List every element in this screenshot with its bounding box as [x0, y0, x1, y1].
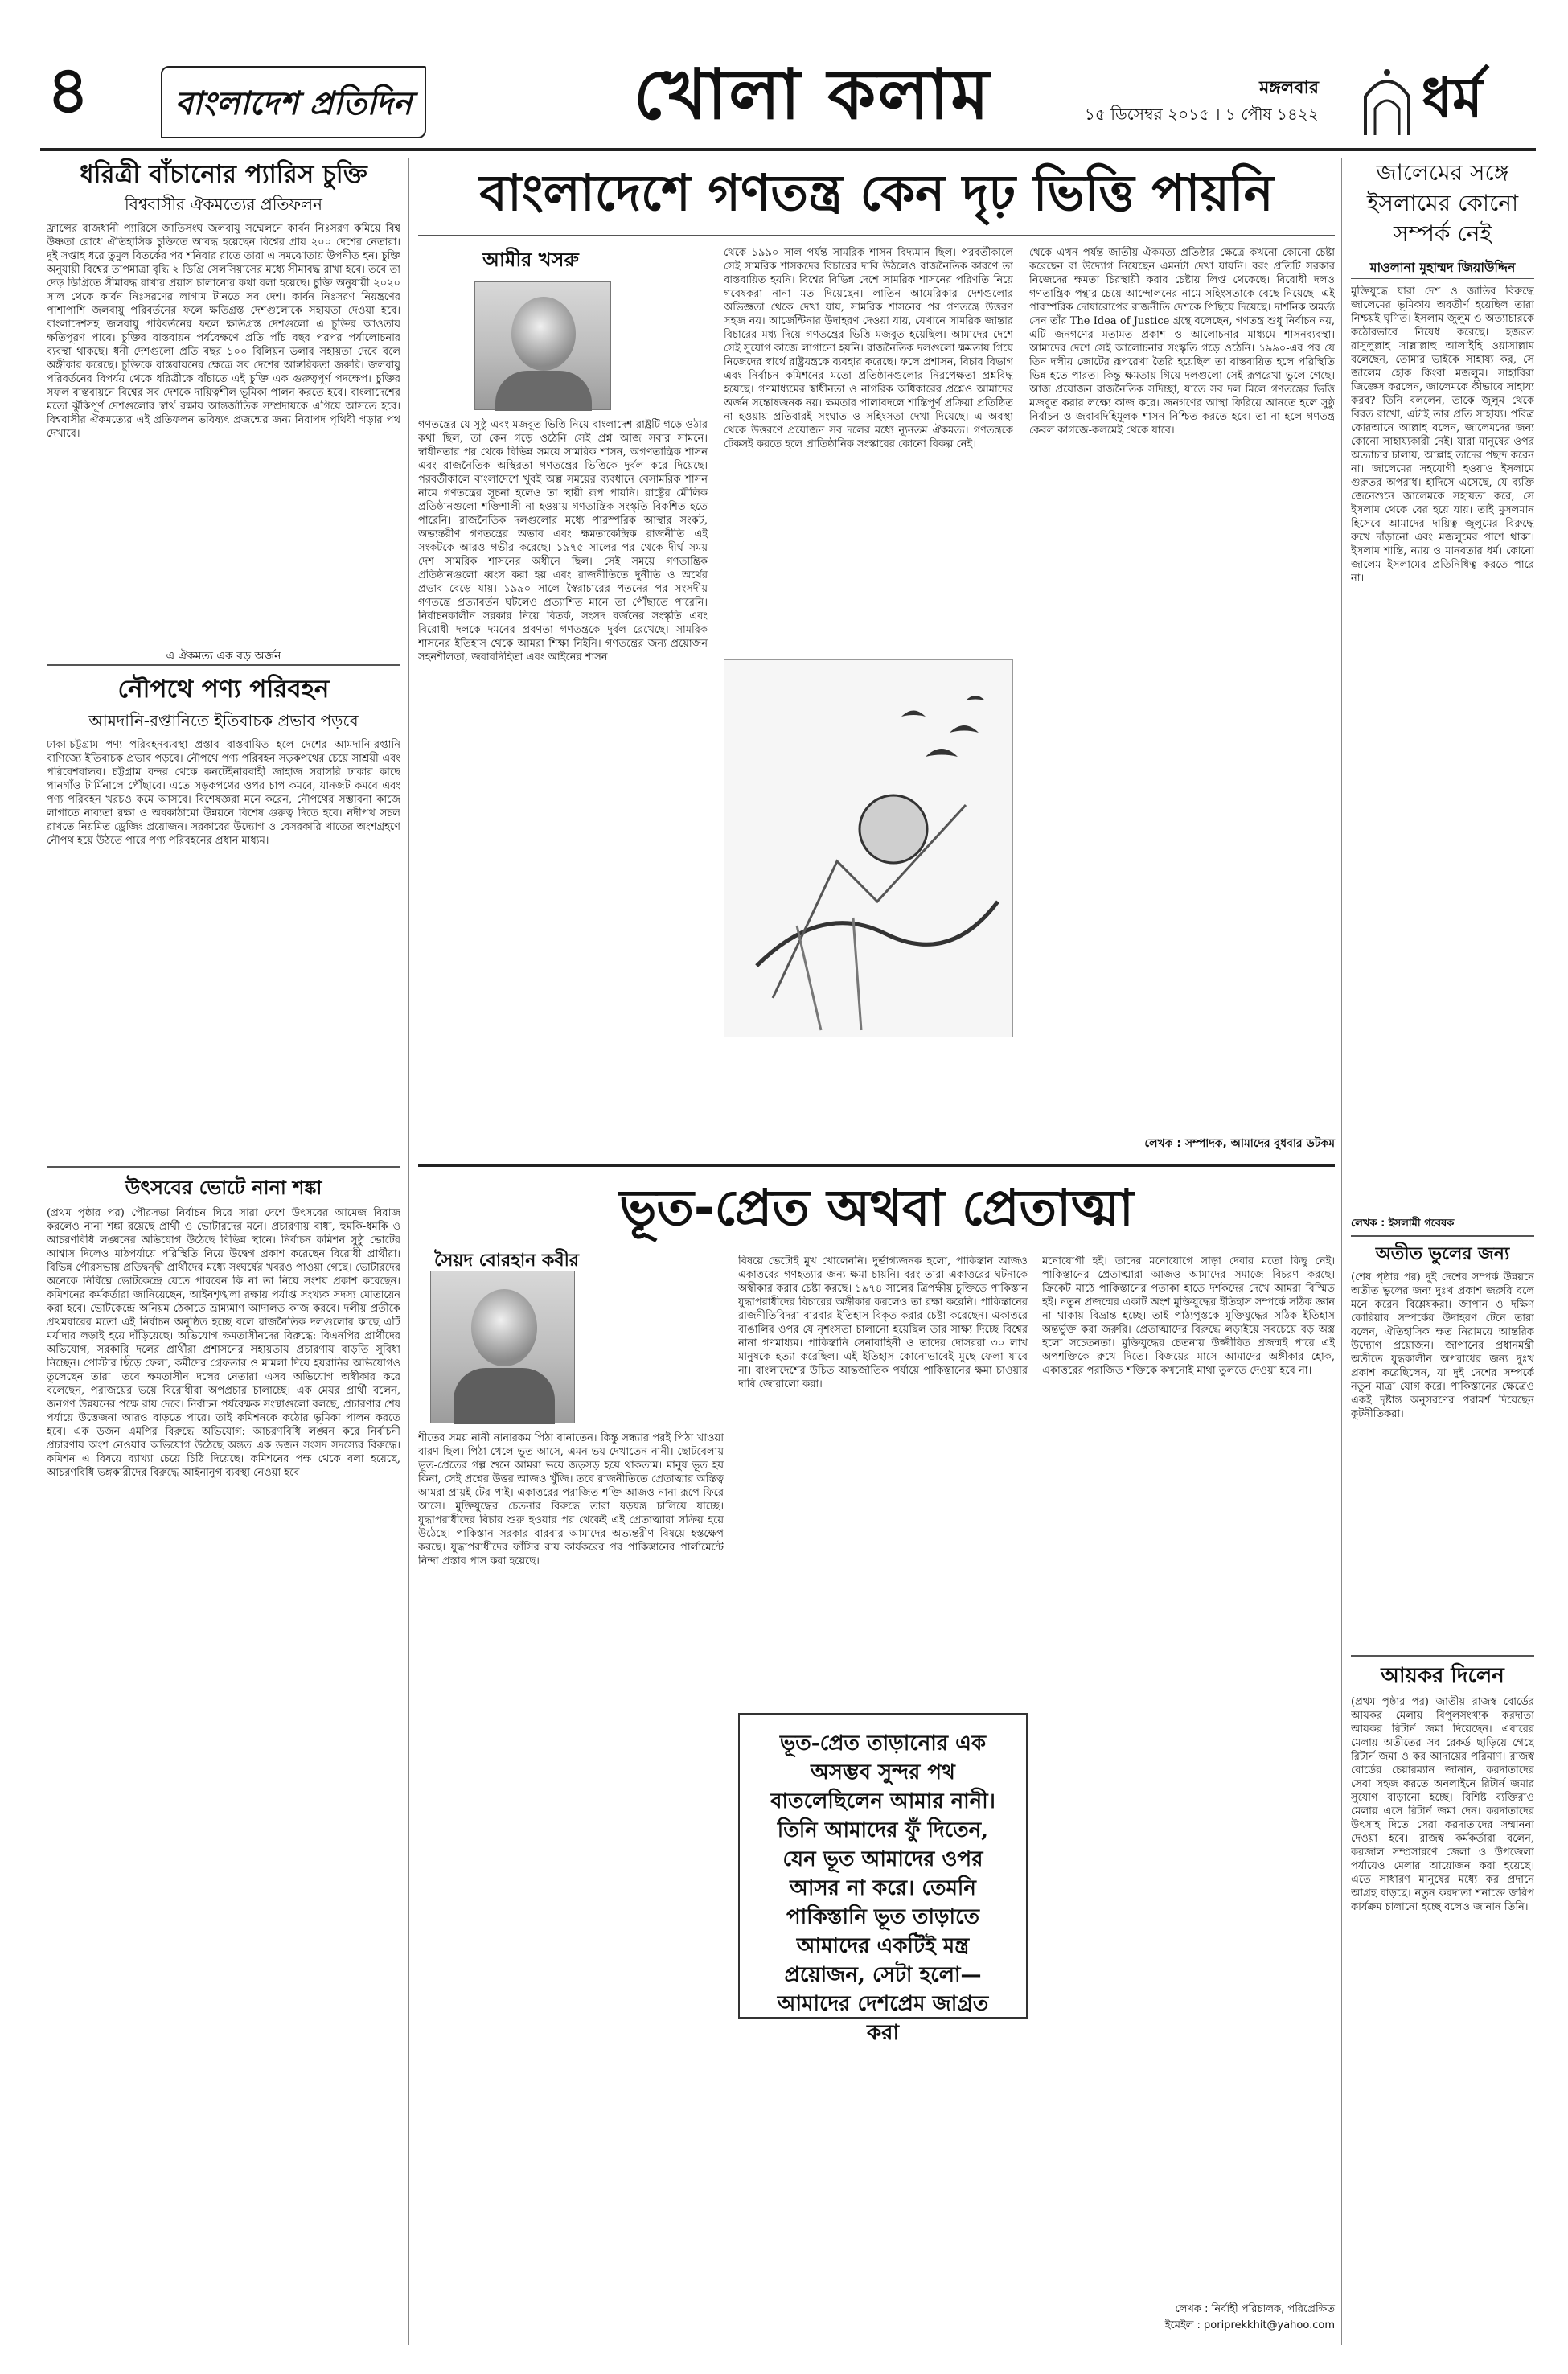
editorial-sign-1: এ ঐকমত্য এক বড় অর্জন: [166, 650, 281, 663]
news-title-3: উৎসবের ভোটে নানা শঙ্কা: [125, 1177, 322, 1199]
religion-article-byline: মাওলানা মুহাম্মদ জিয়াউদ্দিন: [1369, 260, 1516, 275]
second-article-col3: মনোযোগী হই। তাদের মনোযোগে সাড়া দেবার মতো কিছু নেই। পাকিস্তানের প্রেতাত্মারা আজও আমাদের সমাজে বিচরণ করছে। ক্রিকেট মাঠে পাকিস্তানের পতাকা হাতে দর্শকদের দেখে আমরা বিস্মিত হই। নতুন প্রজন্মের একটি অংশ মুক্তিযুদ্ধের ইতিহাস সম্পর্কে সঠিক জ্ঞান না থাকায় বিভ্রান্ত হচ্ছে। তাই পাঠ্যপুস্তকে মুক্তিযুদ্ধের সঠিক ইতিহাস অন্তর্ভুক্ত করা জরুরি। প্রেতাত্মাদের বিরুদ্ধে লড়াইয়ে সবচেয়ে বড় অস্ত্র হলো সচেতনতা। মুক্তিযুদ্ধের চেতনায় উজ্জীবিত প্রজন্মই পারে এই অপশক্তিকে রুখে দিতে। বিজয়ের মাসে আমাদের অঙ্গীকার হোক, একাত্তরের পরাজিত শক্তিকে কখনোই মাথা তুলতে দেওয়া হবে না।: [1042, 1255, 1335, 1377]
second-article-email[interactable]: ইমেইল : poriprekkhit@yahoo.com: [1164, 2319, 1335, 2331]
right-news-title-2: অতীত ভুলের জন্য: [1375, 1244, 1510, 1264]
side-section-title: ধর্ম: [1422, 67, 1483, 130]
left-divider-1: [47, 664, 400, 666]
second-article-col2: বিষয়ে ভেটোই মুখ খোলেননি। দুর্ভাগ্যজনক হলো, পাকিস্তান আজও একাত্তরের গণহত্যার জন্য ক্ষমা চায়নি। বরং তারা একাত্তরের ঘটনাকে অস্বীকার করার চেষ্টা করছে। ১৯৭৪ সালের ত্রিপক্ষীয় চুক্তিতে পাকিস্তান যুদ্ধাপরাধীদের বিচারের অঙ্গীকার করলেও তা রক্ষা করেনি। পাকিস্তানের রাজনীতিবিদরা বারবার ইতিহাস বিকৃত করার চেষ্টা করেছেন। একাত্তরে বাঙালির ওপর যে নৃশংসতা চালানো হয়েছিল তার সাক্ষ্য দিচ্ছে বিশ্বের নানা গণমাধ্যম। পাকিস্তানি সেনাবাহিনী ও তাদের দোসররা ৩০ লাখ মানুষকে হত্যা করেছিল। এই ইতিহাস কোনোভাবেই মুছে ফেলা যাবে না। বাংলাদেশের উচিত আন্তর্জাতিক পর্যায়ে পাকিস্তানের ক্ষমা চাওয়ার দাবি জোরালো করা।: [738, 1255, 1028, 1390]
main-article-col1: গণতন্ত্রের যে সুষ্ঠু এবং মজবুত ভিত্তি নিয়ে বাংলাদেশ রাষ্ট্রটি গড়ে ওঠার কথা ছিল, তা কেন গড়ে ওঠেনি সেই প্রশ্ন আজ সবার সামনে। স্বাধীনতার পর থেকে বিভিন্ন সময়ে সামরিক শাসন, অগণতান্ত্রিক শাসন এবং রাজনৈতিক অস্থিরতা গণতন্ত্রের ভিত্তিকে দুর্বল করে দিয়েছে। পরবর্তীকালে বাংলাদেশে খুবই অল্প সময়ের ব্যবধানে বেসামরিক শাসন নামে গণতন্ত্রের সূচনা হলেও তা স্থায়ী রূপ পায়নি। রাষ্ট্রের মৌলিক প্রতিষ্ঠানগুলো শক্তিশালী না হওয়ায় গণতান্ত্রিক সংস্কৃতি বিকশিত হতে পারেনি। রাজনৈতিক দলগুলোর মধ্যে পারস্পরিক আস্থার সংকট, অভ্যন্তরীণ গণতন্ত্রের অভাব এবং ক্ষমতাকেন্দ্রিক রাজনীতি এই সংকটকে আরও গভীর করেছে। ১৯৭৫ সালের পর থেকে দীর্ঘ সময় দেশ সামরিক শাসনের অধীনে ছিল। সেই সময়ে গণতান্ত্রিক প্রতিষ্ঠানগুলো ধ্বংস করা হয় এবং রাজনীতিতে দুর্নীতি ও অর্থের প্রভাব বেড়ে যায়। ১৯৯০ সালে স্বৈরাচারের পতনের পর সংসদীয় গণতন্ত্রে প্রত্যাবর্তন ঘটলেও প্রত্যাশিত মানে তা পৌঁছাতে পারেনি। নির্বাচনকালীন সরকার নিয়ে বিতর্ক, সংসদ বর্জনের সংস্কৃতি এবং বিরোধী দলকে দমনের প্রবণতা গণতন্ত্রকে দুর্বল রেখেছে। সামরিক শাসনের ইতিহাস থেকে আমরা শিক্ষা নিইনি। গণতন্ত্রের জন্য প্রয়োজন সহনশীলতা, জবাবদিহিতা এবং আইনের শাসন।: [418, 419, 708, 663]
editorial-title-1: ধরিত্রী বাঁচানোর প্যারিস চুক্তি: [80, 160, 367, 189]
right-news-body-2: (শেষ পৃষ্ঠার পর) দুই দেশের সম্পর্ক উন্নয়নে অতীত ভুলের জন্য দুঃখ প্রকাশ জরুরি বলে মনে করেন বিশ্লেষকরা। জাপান ও দক্ষিণ কোরিয়ার সম্পর্কের উদাহরণ টেনে তারা বলেন, ঐতিহাসিক ক্ষত নিরাময়ে আন্তরিক উদ্যোগ প্রয়োজন। জাপানের প্রধানমন্ত্রী অতীতে যুদ্ধকালীন অপরাধের জন্য দুঃখ প্রকাশ করেছিলেন, যা দুই দেশের সম্পর্কে নতুন মাত্রা যোগ করে। পাকিস্তানের ক্ষেত্রেও একই দৃষ্টান্ত অনুসরণের পরামর্শ দিয়েছেন কূটনীতিকরা।: [1351, 1271, 1534, 1420]
right-news-body-3: (প্রথম পৃষ্ঠার পর) জাতীয় রাজস্ব বোর্ডের আয়কর মেলায় বিপুলসংখ্যক করদাতা আয়কর রিটার্ন জমা দিয়েছেন। এবারের মেলায় অতীতের সব রেকর্ড ছাড়িয়ে গেছে রিটার্ন জমা ও কর আদায়ের পরিমাণ। রাজস্ব বোর্ডের চেয়ারম্যান জানান, করদাতাদের সেবা সহজ করতে অনলাইনে রিটার্ন জমার সুযোগ বাড়ানো হচ্ছে। বিশিষ্ট ব্যক্তিরাও মেলায় এসে রিটার্ন জমা দেন। করদাতাদের উৎসাহ দিতে সেরা করদাতাদের সম্মাননা দেওয়া হবে। রাজস্ব কর্মকর্তারা বলেন, করজাল সম্প্রসারণে জেলা ও উপজেলা পর্যায়েও মেলার আয়োজন করা হয়েছে। এতে সাধারণ মানুষের মধ্যে কর প্রদানে আগ্রহ বাড়ছে। নতুন করদাতা শনাক্তে জরিপ কার্যক্রম চালানো হচ্ছে বলেও জানান তিনি।: [1351, 1696, 1534, 1913]
religion-article-author-note: লেখক : ইসলামী গবেষক: [1351, 1218, 1455, 1230]
section-title: খোলা কলাম: [633, 55, 991, 135]
second-article-pull-quote: ভূত-প্রেত তাড়ানোর এক অসম্ভব সুন্দর পথ বাতলেছিলেন আমার নানী। তিনি আমাদের ফুঁ দিতেন, যেন ভূত আমাদের ওপর আসর না করে। তেমনি পাকিস্তানি ভূত তাড়াতে আমাদের একটিই মন্ত্র প্রয়োজন, সেটা হলো— আমাদের দেশপ্রেম জাগ্রত করা: [738, 1713, 1028, 2019]
main-article-col3: থেকে এখন পর্যন্ত জাতীয় ঐকমত্য প্রতিষ্ঠার ক্ষেত্রে কখনো কোনো চেষ্টা করেছেন বা উদ্যোগ নিয়েছেন এমনটা দেখা যায়নি। বরং প্রতিটি সরকার নিজেদের ক্ষমতা চিরস্থায়ী করার চেষ্টায় লিপ্ত থেকেছে। বিরোধী দলও গণতান্ত্রিক পন্থার চেয়ে আন্দোলনের নামে সহিংসতাকে বেছে নিয়েছে। এই পারস্পরিক দোষারোপের রাজনীতি দেশকে পিছিয়ে দিয়েছে। দার্শনিক অমর্ত্য সেন তাঁর The Idea of Justice গ্রন্থে বলেছেন, গণতন্ত্র শুধু নির্বাচন নয়, এটি জনগণের মতামত প্রকাশ ও আলোচনার মাধ্যমে শাসনব্যবস্থা। আমাদের দেশে সেই আলোচনার সংস্কৃতি গড়ে ওঠেনি। ১৯৯০-এর পর যে তিন দলীয় জোটের রূপরেখা তৈরি হয়েছিল তা বাস্তবায়িত হলে পরিস্থিতি ভিন্ন হতে পারত। কিন্তু ক্ষমতায় গিয়ে দলগুলো সেই রূপরেখা ভুলে গেছে। আজ প্রয়োজন রাজনৈতিক সদিচ্ছা, যাতে সব দল মিলে গণতন্ত্রের ভিত্তি মজবুত করার লক্ষ্যে কাজ করে। জনগণের আস্থা ফিরিয়ে আনতে হলে সুষ্ঠু নির্বাচন ও জবাবদিহিমূলক শাসন নিশ্চিত করতে হবে। তা না হলে গণতন্ত্র কেবল কাগজে-কলমেই থেকে যাবে।: [1029, 247, 1335, 437]
main-article-title: বাংলাদেশে গণতন্ত্র কেন দৃঢ় ভিত্তি পায়নি: [479, 163, 1274, 222]
second-article-byline: সৈয়দ বোরহান কবীর: [434, 1251, 580, 1271]
editorial-body-1: ফ্রান্সের রাজধানী প্যারিসে জাতিসংঘ জলবায়ু সম্মেলনে কার্বন নিঃসরণ কমিয়ে বিশ্ব উষ্ণতা রোধে ঐতিহাসিক চুক্তিতে আবদ্ধ হয়েছেন বিশ্বের প্রায় ২০০ দেশের নেতারা। দুই সপ্তাহ ধরে তুমুল বিতর্কের পর শনিবার রাতে তারা এ সমঝোতায় উপনীত হন। চুক্তি অনুযায়ী বিশ্বের তাপমাত্রা বৃদ্ধি ২ ডিগ্রি সেলসিয়াসের মধ্যে সীমাবদ্ধ রাখা হবে। তবে তা দেড় ডিগ্রিতে সীমাবদ্ধ রাখার প্রয়াস চালানোর কথা বলা হয়েছে। চুক্তি অনুযায়ী ২০২০ সাল থেকে কার্বন নিঃসরণের লাগাম টানতে সব দেশ। কার্বন নিঃসরণ নিয়ন্ত্রণের পাশাপাশি জলবায়ু পরিবর্তনের ফলে ক্ষতিগ্রস্ত দেশগুলোকে সহায়তা দেওয়া হবে। বাংলাদেশসহ জলবায়ু পরিবর্তনের ফলে ক্ষতিগ্রস্ত দেশগুলো এ চুক্তির আওতায় ক্ষতিপূরণ পাবে। চুক্তির বাস্তবায়ন পর্যবেক্ষণে প্রতি পাঁচ বছর পরপর পর্যালোচনার ব্যবস্থা থাকছে। ধনী দেশগুলো প্রতি বছর ১০০ বিলিয়ন ডলার সহায়তা দেবে বলে অঙ্গীকার করেছে। চুক্তিকে বাস্তবায়নের ক্ষেত্রে সব দেশের আন্তরিকতা জরুরি। জলবায়ু পরিবর্তনের বিপর্যয় থেকে ধরিত্রীকে বাঁচাতে এই চুক্তি এক গুরুত্বপূর্ণ পদক্ষেপ। চুক্তির সফল বাস্তবায়নে বিশ্বের সব দেশকে দায়িত্বশীল ভূমিকা পালন করতে হবে। বাংলাদেশের মতো ঝুঁকিপূর্ণ দেশগুলোর স্বার্থ রক্ষায় আন্তর্জাতিক সম্প্রদায়কে এগিয়ে আসতে হবে। বিশ্ববাসীর ঐকমত্যের এই প্রতিফলন ভবিষ্যৎ প্রজন্মের জন্য নিরাপদ পৃথিবী গড়ার পথ দেখাবে।: [47, 223, 400, 440]
issue-date: ১৫ ডিসেম্বর ২০১৫ । ১ পৌষ ১৪২২: [1084, 105, 1319, 124]
editorial-subtitle-2: আমদানি-রপ্তানিতে ইতিবাচক প্রভাব পড়বে: [88, 711, 359, 730]
right-news-title-3: আয়কর দিলেন: [1381, 1664, 1504, 1688]
right-divider-1: [1351, 1235, 1534, 1237]
issue-day: মঙ্গলবার: [1259, 78, 1319, 98]
center-divider: [418, 1164, 1335, 1167]
main-article-col2: থেকে ১৯৯০ সাল পর্যন্ত সামরিক শাসন বিদ্যমান ছিল। পরবর্তীকালে সেই সামরিক শাসকদের বিচারের দাবি উঠলেও রাজনৈতিক কারণে তা বাস্তবায়িত হয়নি। বিশ্বের বিভিন্ন দেশে সামরিক শাসনের পরিণতি নিয়ে গবেষকরা নানা মত দিয়েছেন। লাতিন আমেরিকার দেশগুলোর অভিজ্ঞতা থেকে দেখা যায়, সামরিক শাসনের পর গণতন্ত্রে উত্তরণ সহজ নয়। আর্জেন্টিনার উদাহরণ দেওয়া যায়, যেখানে সামরিক জান্তার বিচারের মধ্য দিয়ে গণতন্ত্রের ভিত্তি মজবুত হয়েছিল। আমাদের দেশে সেই সুযোগ কাজে লাগানো হয়নি। রাজনৈতিক দলগুলো ক্ষমতায় গিয়ে নিজেদের স্বার্থে রাষ্ট্রযন্ত্রকে ব্যবহার করেছে। ফলে প্রশাসন, বিচার বিভাগ এবং নির্বাচন কমিশনের মতো প্রতিষ্ঠানগুলোর নিরপেক্ষতা প্রশ্নবিদ্ধ হয়েছে। গণমাধ্যমের স্বাধীনতা ও নাগরিক অধিকারের প্রশ্নেও আমাদের অর্জন সন্তোষজনক নয়। ক্ষমতার পালাবদলে শান্তিপূর্ণ প্রক্রিয়া প্রতিষ্ঠিত না হওয়ায় প্রতিবারই সংঘাত ও সহিংসতা দেখা দিয়েছে। এ অবস্থা থেকে উত্তরণে প্রয়োজন সব দলের মধ্যে ন্যূনতম ঐকমত্য। গণতন্ত্রকে টেকসই করতে হলে প্রাতিষ্ঠানিক সংস্কারের কোনো বিকল্প নেই।: [724, 247, 1013, 450]
religion-article-title: জালেমের সঙ্গে ইসলামের কোনো সম্পর্ক নেই: [1366, 159, 1519, 247]
main-title-rule: [418, 235, 1335, 236]
second-article-col2-lower: [738, 2035, 1028, 2340]
main-article-byline: আমীর খসরু: [482, 248, 579, 271]
paper-name-box: [161, 66, 426, 138]
news-body-3: (প্রথম পৃষ্ঠার পর) পৌরসভা নির্বাচন ঘিরে সারা দেশে উৎসবের আমেজ বিরাজ করলেও নানা শঙ্কা রয়েছে প্রার্থী ও ভোটারদের মনে। প্রচারণায় বাধা, হুমকি-ধমকি ও আচরণবিধি লঙ্ঘনের অভিযোগ উঠেছে বিভিন্ন স্থানে। নির্বাচন কমিশন সুষ্ঠু ভোটের আশ্বাস দিলেও মাঠপর্যায়ে পরিস্থিতি নিয়ে উদ্বেগ প্রকাশ করেছেন বিরোধী প্রার্থীরা। বিভিন্ন পৌরসভায় প্রতিদ্বন্দ্বী প্রার্থীদের মধ্যে সংঘর্ষের খবরও পাওয়া গেছে। ভোটারদের অনেকে নির্বিঘ্নে ভোটকেন্দ্রে যেতে পারবেন কি না তা নিয়ে সংশয় প্রকাশ করেছেন। কমিশনের কর্মকর্তারা জানিয়েছেন, আইনশৃঙ্খলা রক্ষায় পর্যাপ্ত সংখ্যক সদস্য মোতায়েন করা হবে। ভোটকেন্দ্রে অনিয়ম ঠেকাতে ভ্রাম্যমাণ আদালত কাজ করবে। দলীয় প্রতীকে প্রথমবারের মতো এই নির্বাচন অনুষ্ঠিত হচ্ছে বলে রাজনৈতিক দলগুলোর কাছে এটি মর্যাদার লড়াই হয়ে দাঁড়িয়েছে। অভিযোগ ক্ষমতাসীনদের বিরুদ্ধে: বিএনপির প্রার্থীদের অভিযোগ, সরকারি দলের প্রার্থীরা প্রশাসনের সহায়তায় প্রচারণায় বাড়তি সুবিধা নিচ্ছেন। পোস্টার ছিঁড়ে ফেলা, কর্মীদের গ্রেফতার ও মামলা দিয়ে হয়রানির অভিযোগও তুলেছেন তারা। তবে ক্ষমতাসীন দলের নেতারা এসব অভিযোগ অস্বীকার করে বলেছেন, পরাজয়ের ভয়ে বিরোধীরা অপপ্রচার চালাচ্ছে। এক মেয়র প্রার্থী বলেন, জনগণ উন্নয়নের পক্ষে রায় দেবে। নির্বাচন পর্যবেক্ষক সংস্থাগুলো বলছে, প্রচারণার শেষ পর্যায়ে উত্তেজনা আরও বাড়তে পারে। তাই কমিশনকে কঠোর ভূমিকা পালন করতে হবে। এক ডজন এমপির বিরুদ্ধে অভিযোগ: আচরণবিধি লঙ্ঘন করে নির্বাচনী প্রচারণায় অংশ নেওয়ার অভিযোগ উঠেছে অন্তত এক ডজন সংসদ সদস্যের বিরুদ্ধে। কমিশন এ বিষয়ে ব্যাখ্যা চেয়ে চিঠি দিয়েছে। কমিশনের পক্ষ থেকে বলা হয়েছে, আচরণবিধি ভঙ্গকারীদের বিরুদ্ধে আইনানুগ ব্যবস্থা নেওয়া হবে।: [47, 1207, 400, 1479]
page-number: ৪: [47, 52, 90, 129]
main-article-author-note: লেখক : সম্পাদক, আমাদের বুধবার ডটকম: [1144, 1137, 1335, 1150]
right-divider-2: [1351, 1655, 1534, 1657]
second-author-photo: [430, 1271, 575, 1423]
editorial-title-2: নৌপথে পণ্য পরিবহন: [117, 675, 330, 704]
religion-byline-rule: [1351, 278, 1534, 279]
mosque-icon: [1359, 64, 1415, 137]
main-article-illustration: [724, 659, 1013, 1037]
editorial-body-2: ঢাকা-চট্টগ্রাম পণ্য পরিবহনব্যবস্থা প্রস্তাব বাস্তবায়িত হলে দেশের আমদানি-রপ্তানি বাণিজ্যে ইতিবাচক প্রভাব পড়বে। নৌপথে পণ্য পরিবহন সড়কপথের চেয়ে সাশ্রয়ী এবং পরিবেশবান্ধব। চট্টগ্রাম বন্দর থেকে কনটেইনারবাহী জাহাজ সরাসরি ঢাকার কাছে পানগাঁও টার্মিনালে পৌঁছাবে। এতে সড়কপথের ওপর চাপ কমবে, যানজট কমবে এবং পণ্য পরিবহন খরচও কমে আসবে। বিশেষজ্ঞরা মনে করেন, নৌপথের সম্ভাবনা কাজে লাগাতে নাব্যতা রক্ষা ও অবকাঠামো উন্নয়নে বিশেষ গুরুত্ব দিতে হবে। নদীপথ সচল রাখতে নিয়মিত ড্রেজিং প্রয়োজন। সরকারের উদ্যোগ ও বেসরকারি খাতের অংশগ্রহণে নৌপথ হয়ে উঠতে পারে পণ্য পরিবহনের প্রধান মাধ্যম।: [47, 739, 400, 847]
second-article-author-note: লেখক : নির্বাহী পরিচালক, পরিপ্রেক্ষিত: [1175, 2303, 1335, 2315]
second-article-col1: শীতের সময় নানী নানারকম পিঠা বানাতেন। কিন্তু সন্ধ্যার পরই পিঠা খাওয়া বারণ ছিল। পিঠা খেলে ভূত আসে, এমন ভয় দেখাতেন নানী। ছোটবেলায় ভূত-প্রেতের গল্প শুনে আমরা ভয়ে জড়সড় হয়ে থাকতাম। মানুষ ভূত হয় কিনা, সেই প্রশ্নের উত্তর আজও খুঁজি। তবে রাজনীতিতে প্রেতাত্মার অস্তিত্ব আমরা প্রায়ই টের পাই। একাত্তরের পরাজিত শক্তি আজও নানা রূপে ফিরে আসে। মুক্তিযুদ্ধের চেতনার বিরুদ্ধে তারা ষড়যন্ত্র চালিয়ে যাচ্ছে। যুদ্ধাপরাধীদের বিচার শুরু হওয়ার পর থেকেই এই প্রেতাত্মারা সক্রিয় হয়ে উঠেছে। পাকিস্তান সরকার বারবার আমাদের অভ্যন্তরীণ বিষয়ে হস্তক্ষেপ করছে। যুদ্ধাপরাধীদের ফাঁসির রায় কার্যকরের পর পাকিস্তানের পার্লামেন্টে নিন্দা প্রস্তাব পাস করা হয়েছে।: [418, 1432, 724, 1567]
side-section-box: [1359, 56, 1536, 143]
left-column-separator: [408, 158, 409, 2345]
masthead-rule: [40, 148, 1536, 151]
editorial-subtitle-1: বিশ্ববাসীর ঐকমত্যের প্রতিফলন: [125, 195, 322, 214]
right-column-separator: [1341, 158, 1342, 2345]
religion-article-body: মুক্তিযুদ্ধে যারা দেশ ও জাতির বিরুদ্ধে জালেমের ভূমিকায় অবতীর্ণ হয়েছিল তারা নিশ্চয়ই ঘৃণিত। ইসলাম জুলুম ও অত্যাচারকে কঠোরভাবে নিষেধ করেছে। হজরত রাসুলুল্লাহ সাল্লাল্লাহু আলাইহি ওয়াসাল্লাম বলেছেন, তোমার ভাইকে সাহায্য কর, সে জালেম হোক কিংবা মজলুম। সাহাবিরা জিজ্ঞেস করলেন, জালেমকে কীভাবে সাহায্য করব? তিনি বললেন, তাকে জুলুম থেকে বিরত রাখো, এটাই তার প্রতি সাহায্য। পবিত্র কোরআনে আল্লাহ বলেন, জালেমদের জন্য কোনো সাহায্যকারী নেই। যারা মানুষের ওপর অত্যাচার চালায়, আল্লাহ তাদের পছন্দ করেন না। জালেমের সহযোগী হওয়াও ইসলামে গুরুতর অপরাধ। হাদিসে এসেছে, যে ব্যক্তি জেনেশুনে জালেমকে সহায়তা করে, সে ইসলাম থেকে বের হয়ে যায়। তাই মুসলমান হিসেবে আমাদের দায়িত্ব জুলুমের বিরুদ্ধে রুখে দাঁড়ানো এবং মজলুমের পাশে থাকা। ইসলাম শান্তি, ন্যায় ও মানবতার ধর্ম। কোনো জালেম ইসলামের প্রতিনিধিত্ব করতে পারে না।: [1351, 285, 1534, 585]
democracy-illustration-icon: [724, 660, 1013, 1037]
main-author-photo: [474, 281, 611, 410]
left-divider-2: [47, 1166, 400, 1168]
paper-name: বাংলাদেশ প্রতিদিন: [174, 85, 413, 122]
second-article-title: ভূত-প্রেত অথবা প্রেতাত্মা: [619, 1178, 1134, 1237]
